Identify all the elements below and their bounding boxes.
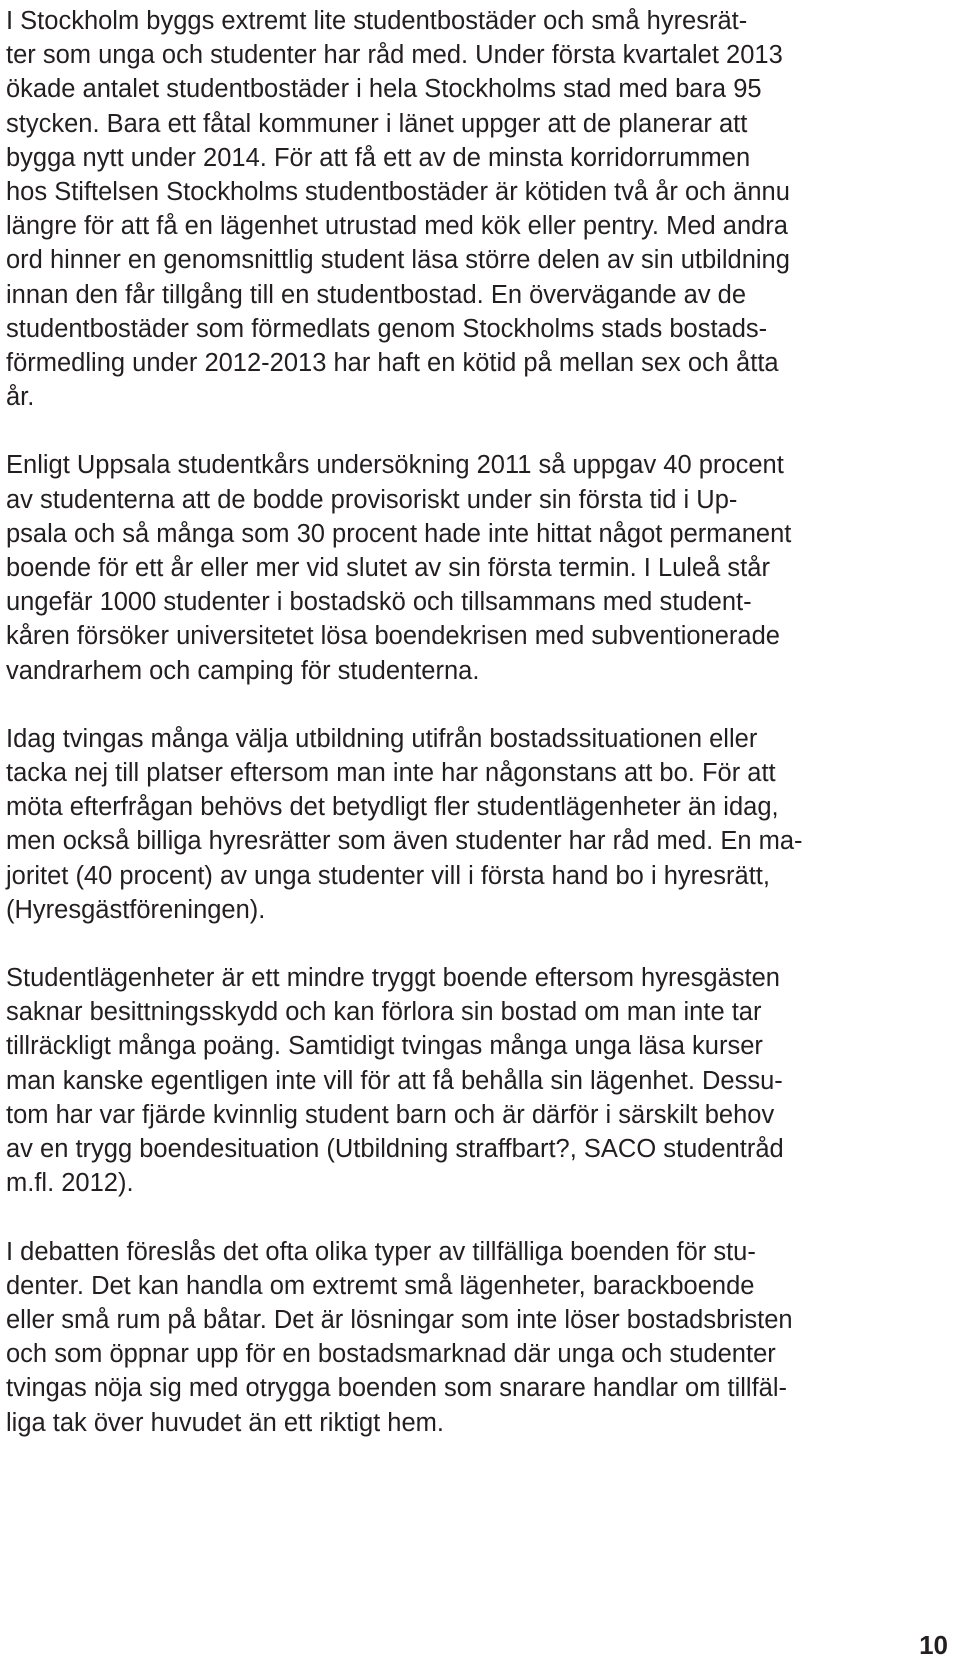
- text-line: psala och så många som 30 procent hade inte hittat något permanent: [6, 519, 792, 548]
- text-line: (Hyresgästföreningen).: [6, 895, 266, 924]
- text-line: av en trygg boendesituation (Utbildning straffbart?, SACO studentråd: [6, 1135, 784, 1164]
- text-line: vandrarhem och camping för studenterna.: [6, 656, 480, 685]
- text-line: innan den får tillgång till en studentbostad. En övervägande av de: [6, 280, 747, 309]
- text-line: förmedling under 2012-2013 har haft en kötid på mellan sex och åtta: [6, 349, 779, 378]
- text-line: m.fl. 2012).: [6, 1169, 134, 1198]
- text-line: ter som unga och studenter har råd med. Under första kvartalet 2013: [6, 41, 783, 70]
- text-line: I debatten föreslås det ofta olika typer av tillfälliga boenden för stu-: [6, 1237, 756, 1266]
- text-line: stycken. Bara ett fåtal kommuner i länet uppger att de planerar att: [6, 109, 748, 138]
- text-line: Enligt Uppsala studentkårs undersökning 2011 så uppgav 40 procent: [6, 451, 784, 480]
- text-line: boende för ett år eller mer vid slutet av sin första termin. I Luleå står: [6, 554, 770, 583]
- page-number: 10: [919, 1630, 948, 1660]
- text-line: ord hinner en genomsnittlig student läsa större delen av sin utbildning: [6, 246, 790, 275]
- text-line: möta efterfrågan behövs det betydligt fler studentlägenheter än idag,: [6, 793, 779, 822]
- text-line: liga tak över huvudet än ett riktigt hem.: [6, 1408, 444, 1437]
- text-line: hos Stiftelsen Stockholms studentbostäder är kötiden två år och ännu: [6, 178, 790, 207]
- paragraph-2: [6, 448, 906, 687]
- text-line: år.: [6, 383, 35, 412]
- text-line: eller små rum på båtar. Det är lösningar som inte löser bostadsbristen: [6, 1305, 793, 1334]
- text-line: studentbostäder som förmedlats genom Stockholms stads bostads-: [6, 314, 768, 343]
- text-line: ungefär 1000 studenter i bostadskö och tillsammans med student-: [6, 588, 752, 617]
- text-line: denter. Det kan handla om extremt små lägenheter, barackboende: [6, 1271, 755, 1300]
- paragraph-4: [6, 961, 906, 1200]
- text-line: av studenterna att de bodde provisoriskt under sin första tid i Up-: [6, 485, 738, 514]
- paragraph-1: [6, 4, 906, 414]
- text-line: ökade antalet studentbostäder i hela Stockholms stad med bara 95: [6, 75, 762, 104]
- text-line: tillräckligt många poäng. Samtidigt tvingas många unga läsa kurser: [6, 1032, 763, 1061]
- text-line: och som öppnar upp för en bostadsmarknad där unga och studenter: [6, 1340, 776, 1369]
- text-line: men också billiga hyresrätter som även studenter har råd med. En ma-: [6, 827, 803, 856]
- text-line: tvingas nöja sig med otrygga boenden som snarare handlar om tillfäl-: [6, 1374, 788, 1403]
- text-line: I Stockholm byggs extremt lite studentbostäder och små hyresrät-: [6, 7, 748, 35]
- text-line: längre för att få en lägenhet utrustad med kök eller pentry. Med andra: [6, 212, 788, 241]
- document-body: [6, 4, 906, 1474]
- text-line: Idag tvingas många välja utbildning utifrån bostadssituationen eller: [6, 724, 758, 753]
- text-line: man kanske egentligen inte vill för att få behålla sin lägenhet. Dessu-: [6, 1066, 783, 1095]
- text-line: bygga nytt under 2014. För att få ett av de minsta korridorrummen: [6, 143, 751, 172]
- text-line: Studentlägenheter är ett mindre tryggt boende eftersom hyresgästen: [6, 964, 780, 993]
- text-line: tom har var fjärde kvinnlig student barn och är därför i särskilt behov: [6, 1100, 775, 1129]
- paragraph-5: [6, 1235, 906, 1440]
- text-line: tacka nej till platser eftersom man inte har någonstans att bo. För att: [6, 759, 776, 788]
- text-line: kåren försöker universitetet lösa boendekrisen med subventionerade: [6, 622, 780, 651]
- text-line: joritet (40 procent) av unga studenter vill i första hand bo i hyresrätt,: [6, 861, 770, 890]
- paragraph-3: [6, 722, 906, 927]
- text-line: saknar besittningsskydd och kan förlora sin bostad om man inte tar: [6, 998, 762, 1027]
